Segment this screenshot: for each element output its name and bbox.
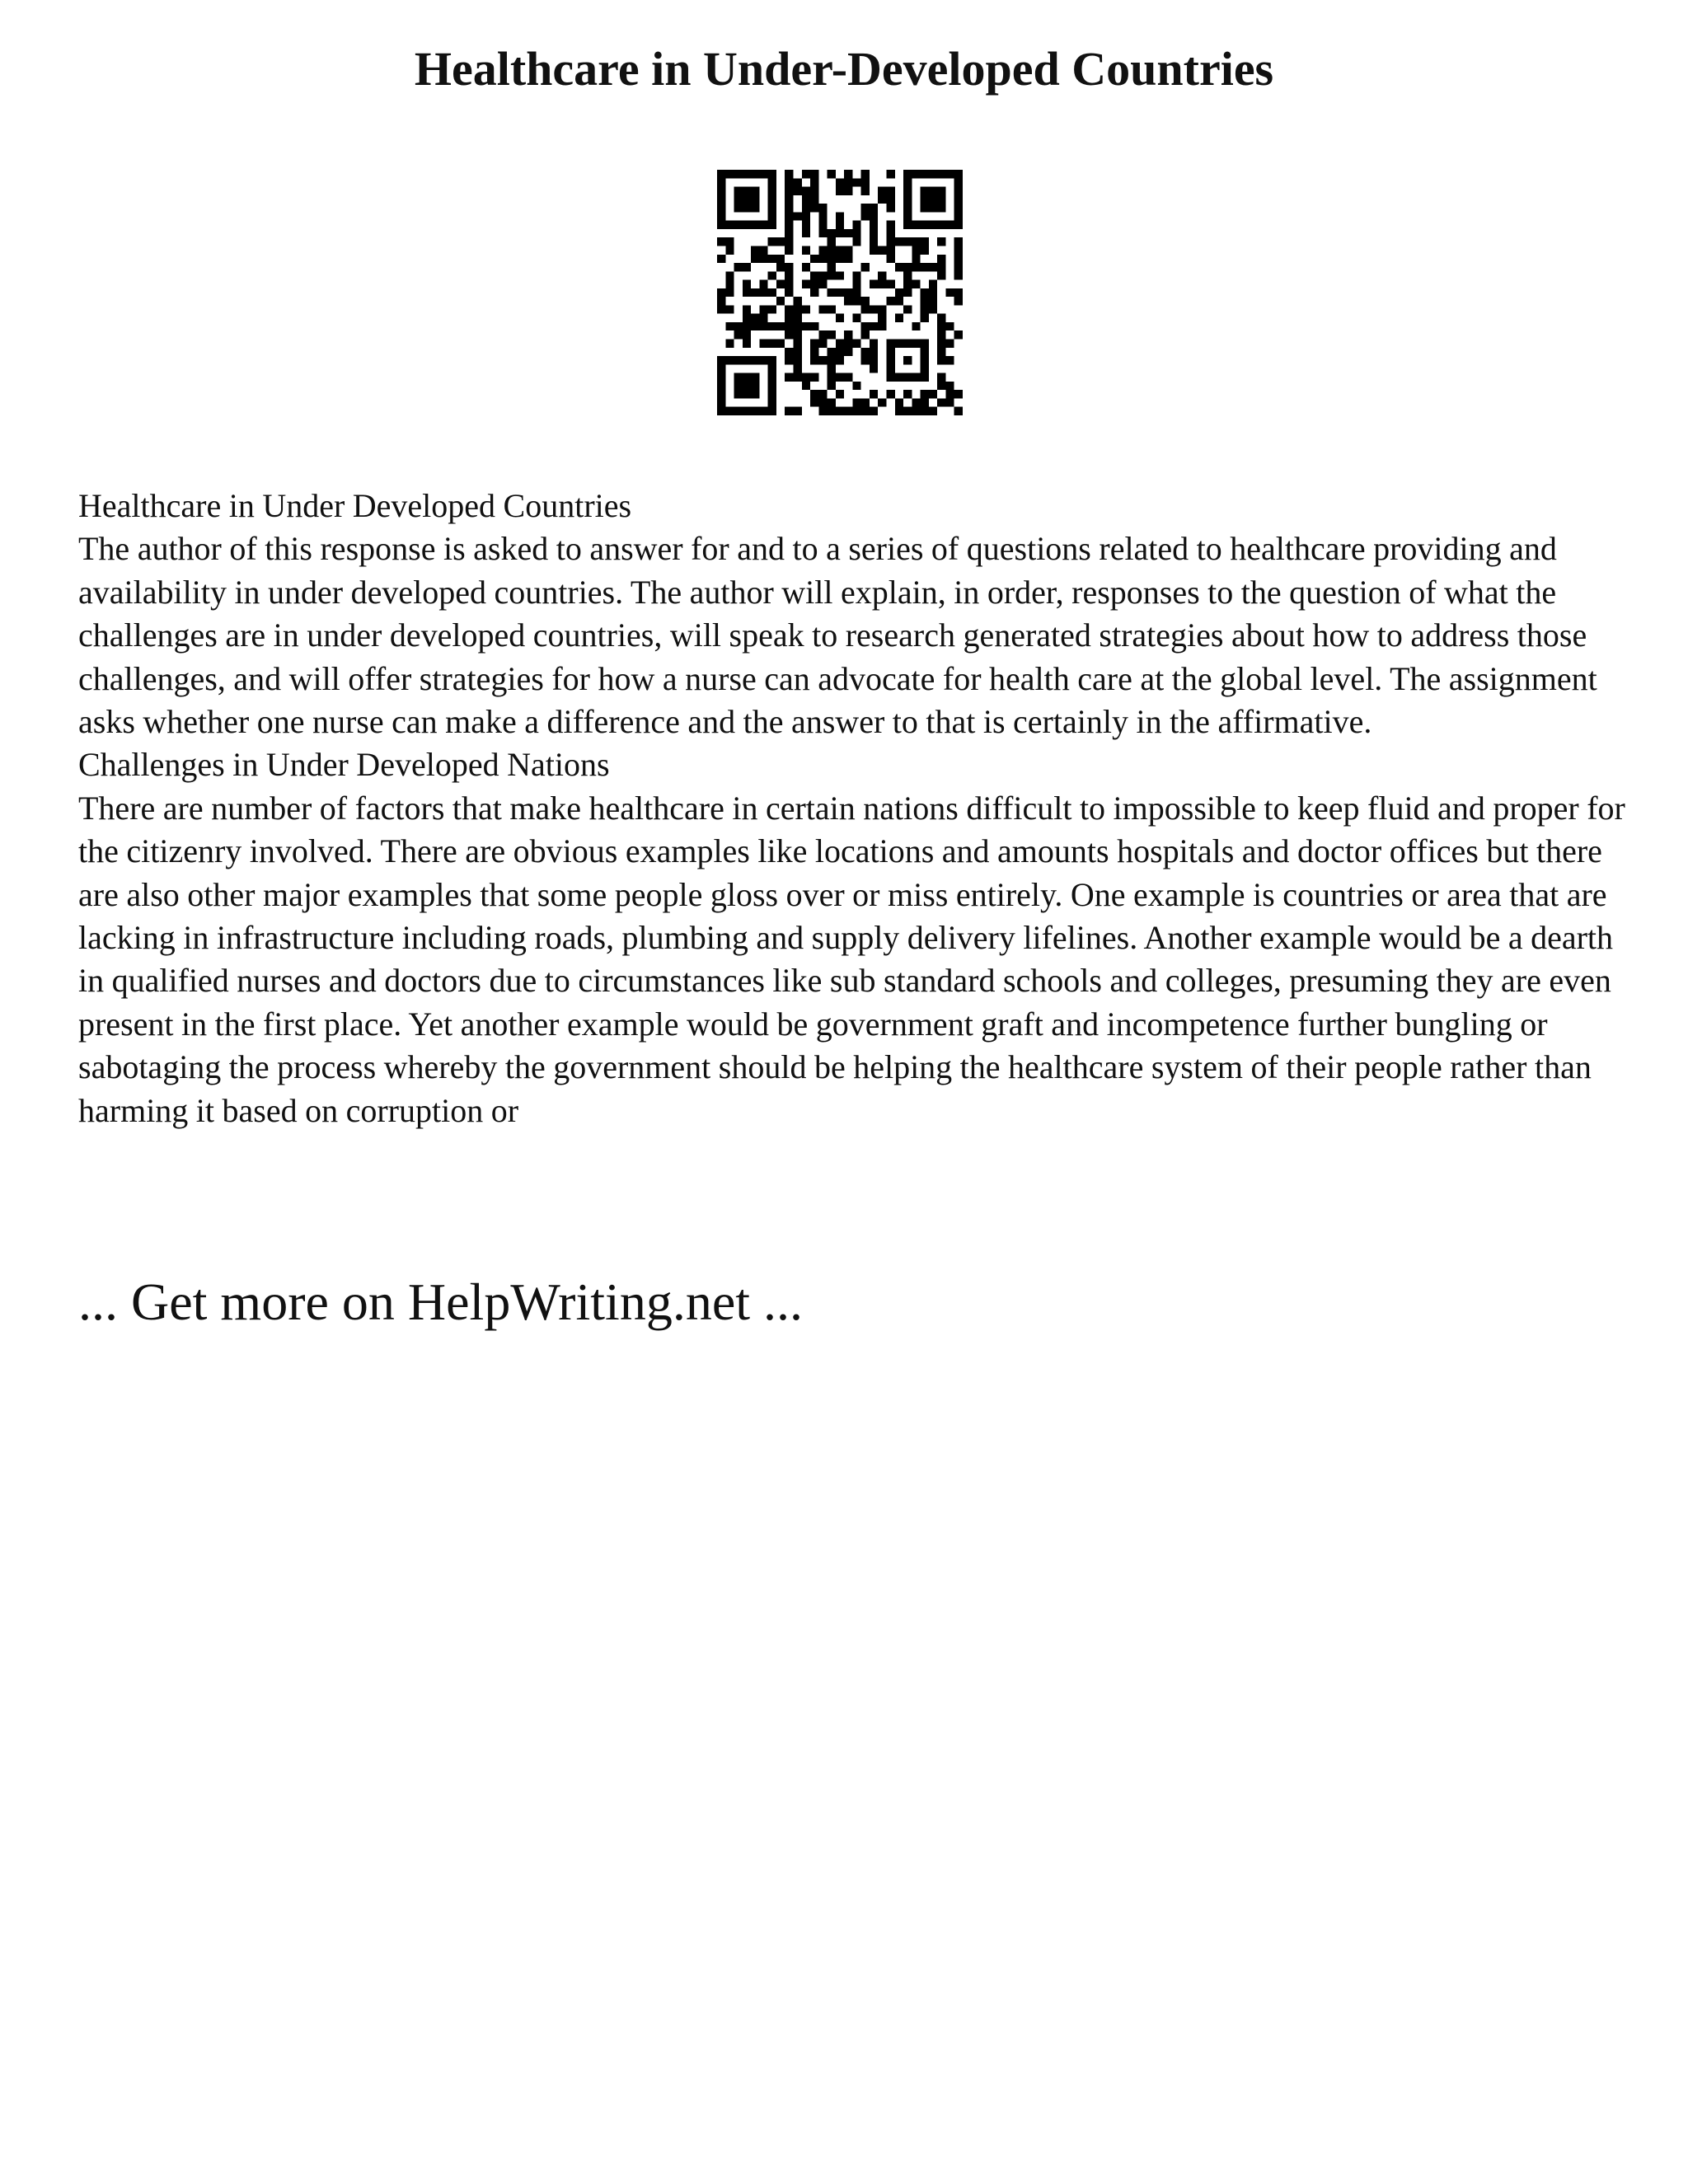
section-heading-challenges: Challenges in Under Developed Nations — [78, 746, 610, 784]
qr-code — [717, 170, 963, 415]
section-heading-intro: Healthcare in Under Developed Countries — [78, 487, 632, 524]
get-more-link[interactable]: ... Get more on HelpWriting.net ... — [78, 1272, 803, 1331]
page-title: Healthcare in Under-Developed Countries — [414, 42, 1274, 96]
intro-paragraph: The author of this response is asked to answer for and to a series of questions related to healthcare providing and availability in under developed countries. The author will explain, in order, responses to the question of what the challenges are in under developed countries, will speak to research generated strategies about how to address those challenges, and will offer strategies for how a nurse can advocate for health care at the global level. The assignment asks whether one nurse can make a difference and the answer to that is certainly in the affirmative. — [78, 530, 1597, 741]
challenges-paragraph: There are number of factors that make healthcare in certain nations difficult to impossible to keep fluid and proper for the citizenry involved. There are obvious examples like locations and amounts hospitals and doctor offices but there are also other major examples that some people gloss over or miss entirely. One example is countries or area that are lacking in infrastructure including roads, plumbing and supply delivery lifelines. Another example would be a dearth in qualified nurses and doctors due to circumstances like sub standard schools and colleges, presuming they are even present in the first place. Yet another example would be government graft and incompetence further bungling or sabotaging the process whereby the government should be helping the healthcare system of their people rather than harming it based on corruption or — [78, 789, 1625, 1129]
document-body — [78, 485, 1628, 1132]
